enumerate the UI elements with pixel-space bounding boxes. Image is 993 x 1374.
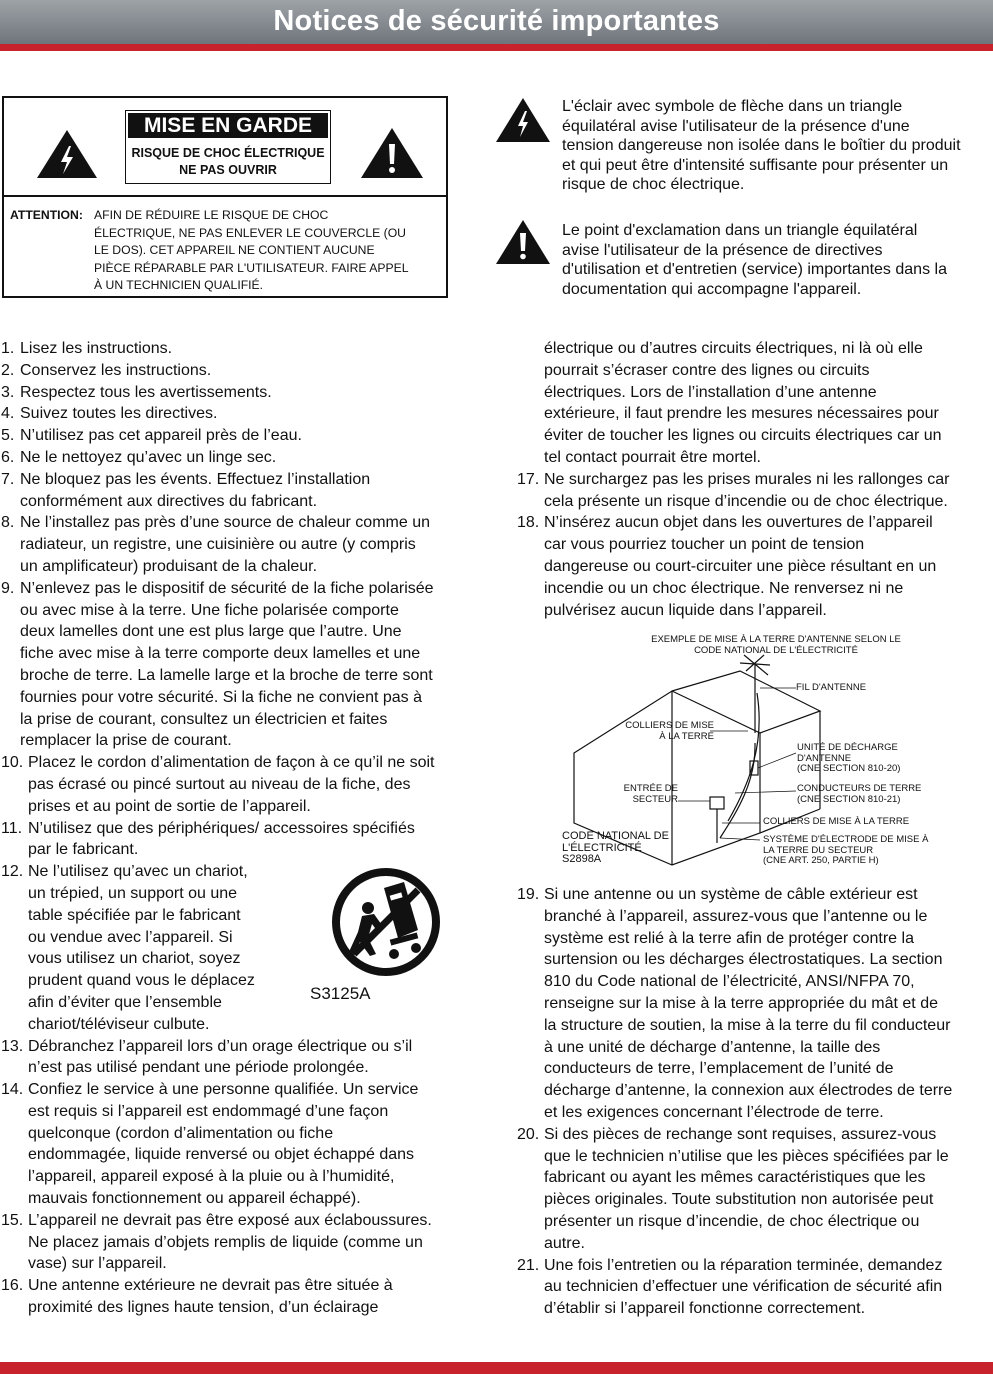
list-item-line: pulvérisez aucun liquide dans l’appareil. (544, 601, 827, 619)
list-item-number: 3. (1, 383, 15, 401)
item-16-continuation (517, 338, 993, 469)
list-item-line: Si une antenne ou un système de câble extérieur est (544, 886, 918, 903)
list-item-line: prises et au point de sortie de l’appareil. (28, 797, 311, 815)
list-item-line: broche de terre. La lamelle large et la broche de terre sont (20, 666, 433, 684)
list-item-line: incendie ou un choc électrique. Ne renversez ni ne (544, 579, 904, 597)
list-item-line: n’est pas utilisé pendant une période prolongée. (28, 1059, 369, 1077)
caution-subtitle-line: RISQUE DE CHOC ÉLECTRIQUE (131, 146, 325, 160)
list-item-number: 18. (517, 514, 540, 532)
list-item-line: pièces originales. Toute substitution non autorisée peut (544, 1191, 934, 1209)
list-item-line: par le fabricant. (28, 841, 139, 859)
list-item-number: 10. (1, 754, 24, 772)
list-item-line: N’utilisez que des périphériques/ accessoires spécifiés (28, 819, 415, 837)
attention-line: ÉLECTRIQUE, NE PAS ENLEVER LE COUVERCLE (OU (94, 225, 406, 240)
list-item-number: 19. (517, 886, 540, 903)
lightning-explanation-text (562, 97, 992, 195)
text-line: tension dangereuse non isolée dans le boîtier du produit (562, 137, 961, 155)
instructions-list-right-a (517, 469, 993, 622)
label-line: UNITÉ DE DÉCHARGE (797, 742, 898, 753)
list-item-line: prudent quand vous le déplacez (28, 972, 255, 990)
list-item (1, 578, 481, 752)
label-line: SECTEUR (632, 793, 678, 805)
list-item-line: N’enlevez pas le dispositif de sécurité de la fiche polarisée (20, 579, 434, 597)
list-item-line: pas écrasé ou pincé surtout au niveau de la fiche, des (28, 775, 411, 793)
list-item-number: 16. (1, 1277, 24, 1295)
list-item-line: Débranchez l’appareil lors d’un orage électrique ou s’il (28, 1037, 413, 1055)
list-item-line: au technicien d’effectuer une vérification de sécurité afin (544, 1278, 943, 1296)
list-item (1, 425, 481, 447)
page-header (0, 0, 993, 44)
list-item-line: Ne placez jamais d’objets remplis de liquide (comme un (28, 1233, 423, 1251)
list-item (1, 1275, 481, 1319)
list-item (1, 1036, 481, 1080)
list-item (1, 752, 481, 817)
list-item-line: surtension ou les décharges électrostatiques. La section (544, 951, 943, 969)
label-ground-conductors (797, 784, 921, 805)
label-electrode-system (763, 835, 928, 867)
cart-symbol-code: S3125A (310, 984, 371, 1003)
list-item-number: 17. (517, 470, 540, 488)
attention-line: AFIN DE RÉDUIRE LE RISQUE DE CHOC (94, 208, 329, 222)
list-item-number: 8. (1, 514, 15, 532)
header-accent-bar (0, 44, 993, 51)
list-item (517, 884, 993, 1124)
attention-label: ATTENTION: (10, 208, 83, 222)
list-item (1, 818, 481, 862)
list-item-line: système est relié à la terre afin de protéger contre la (544, 929, 914, 947)
label-electrical-code (562, 831, 669, 866)
list-item-line: Respectez tous les avertissements. (20, 383, 272, 401)
list-item-line: fournies pour votre sécurité. Si la fiche ne convient pas à (20, 688, 422, 706)
list-item-line: N’insérez aucun objet dans les ouvertures de l’appareil (544, 514, 933, 532)
list-item-number: 20. (517, 1125, 540, 1143)
lightning-warning-icon (35, 128, 99, 180)
list-item-line: un amplificateur) produisant de la chaleur. (20, 557, 318, 575)
list-item-number: 6. (1, 448, 15, 466)
label-line: CONDUCTEURS DE TERRE (797, 783, 922, 794)
list-item-line: Si des pièces de rechange sont requises, assurez-vous (544, 1125, 937, 1143)
diagram-title-line: EXEMPLE DE MISE À LA TERRE D'ANTENNE SELON LE (651, 634, 901, 645)
list-item (517, 1124, 993, 1255)
list-item-line: Une antenne extérieure ne devrait pas être située à (28, 1277, 393, 1295)
list-item-line: Ne le nettoyez qu’avec un linge sec. (20, 448, 277, 466)
caution-box (2, 96, 448, 298)
label-line: LA TERRE DU SECTEUR (763, 844, 874, 856)
footer-accent-bar (0, 1362, 993, 1374)
list-item-number: 13. (1, 1037, 24, 1055)
caution-header (4, 98, 446, 197)
list-item-line: deux lamelles dont une est plus large que l’autre. Une (20, 623, 402, 641)
label-line: S2898A (562, 853, 602, 865)
list-item-line: proximité des lignes haute tension, d’un éclairage (28, 1299, 379, 1317)
list-item-line: branché à l’appareil, assurez-vous que l’antenne ou le (544, 907, 928, 925)
list-item (1, 469, 481, 513)
cart-tip-over-warning-icon (332, 868, 440, 976)
label-line: (CNE ART. 250, PARTIE H) (763, 855, 879, 866)
label-ground-clamps-top (624, 721, 714, 742)
attention-line: À UN TECHNICIEN QUALIFIÉ. (94, 278, 264, 292)
list-item-line: vous utilisez un chariot, soyez (28, 950, 241, 968)
text-line: d'utilisation et d'entretien (service) importantes dans la (562, 261, 947, 279)
label-line: D'ANTENNE (797, 752, 852, 764)
list-item-line: fabricant ou ayant les mêmes caractéristiques que les (544, 1169, 926, 1187)
text-line: extérieure, il faut prendre les mesures nécessaires pour (544, 405, 939, 423)
attention-text (94, 207, 454, 295)
list-item-line: ou avec mise à la terre. Une fiche polarisée comporte (20, 601, 399, 619)
text-line: L'éclair avec symbole de flèche dans un triangle (562, 98, 903, 115)
list-item-line: Suivez toutes les directives. (20, 405, 218, 423)
exclamation-explanation-text (562, 221, 992, 299)
list-item (517, 469, 993, 513)
instructions-list-right (517, 338, 993, 621)
list-item-line: L’appareil ne devrait pas être exposé aux éclaboussures. (28, 1211, 432, 1229)
lightning-warning-icon (495, 97, 551, 143)
list-item-line: décharge d’antenne, la connexion aux électrodes de terre (544, 1082, 953, 1100)
diagram-title-line: CODE NATIONAL DE L'ÉLECTRICITÉ (694, 644, 858, 656)
list-item-line: radiateur, un registre, une cuisinière ou autre (y compris (20, 536, 416, 554)
list-item (1, 382, 481, 404)
list-item (517, 1255, 993, 1320)
label-line: (CNE SECTION 810-21) (797, 793, 901, 805)
list-item-line: afin d’éviter que l’ensemble (28, 993, 222, 1011)
list-item (1, 512, 481, 577)
attention-line: LE DOS). CET APPAREIL NE CONTIENT AUCUNE (94, 243, 375, 257)
list-item-line: Ne l’installez pas près d’une source de chaleur comme un (20, 514, 430, 532)
list-item-line: ou vendue avec l’appareil. Si (28, 928, 233, 946)
label-service-entrance (610, 784, 678, 805)
label-ground-clamps-bottom: COLLIERS DE MISE À LA TERRE (763, 816, 910, 827)
list-item-line: Ne l’utilisez qu’avec un chariot, (28, 863, 248, 881)
list-item-line: 810 du Code national de l’électricité, ANSI/NFPA 70, (544, 973, 915, 991)
exclamation-warning-icon (495, 219, 551, 265)
caution-subtitle-line: NE PAS OUVRIR (179, 163, 277, 177)
text-line: équilatéral avise l'utilisateur de la présence d'une (562, 117, 910, 135)
list-item-number: 15. (1, 1211, 24, 1229)
list-item-number: 2. (1, 361, 15, 379)
list-item-line: car vous pourriez toucher un point de tension (544, 536, 865, 554)
list-item (1, 338, 481, 360)
text-line: avise l'utilisateur de la présence de directives (562, 241, 883, 259)
list-item (1, 1210, 481, 1275)
list-item-line: quelconque (cordon d’alimentation ou fiche (28, 1124, 334, 1142)
list-item-number: 21. (517, 1256, 540, 1274)
diagram-title (646, 635, 906, 656)
list-item-line: la prise de courant, consultez un électricien et faites (20, 710, 388, 728)
list-item-line: autre. (544, 1234, 585, 1252)
caution-subtitle (126, 145, 330, 179)
text-line: électriques. Lors de l’installation d’une antenne (544, 383, 877, 401)
label-line: À LA TERRE (659, 730, 714, 742)
list-item-line: cela présente un risque d’incendie ou de choc électrique. (544, 492, 948, 510)
text-line: documentation qui accompagne l'appareil. (562, 280, 862, 298)
label-line: L'ÉLECTRICITÉ (562, 841, 642, 854)
list-item-line: table spécifiée par le fabricant (28, 906, 241, 924)
list-item-line: l’appareil, appareil exposé à la pluie ou à l’humidité, (28, 1168, 395, 1186)
list-item-line: remplacer la prise de courant. (20, 732, 232, 750)
attention-line: PIÈCE RÉPARABLE PAR L'UTILISATEUR. FAIRE APPEL (94, 260, 409, 275)
label-line: (CNE SECTION 810-20) (797, 763, 901, 774)
label-antenna-wire: FIL D'ANTENNE (796, 682, 867, 693)
list-item-line: Une fois l’entretien ou la réparation terminée, demandez (544, 1256, 943, 1274)
text-line: Le point d'exclamation dans un triangle équilatéral (562, 222, 918, 239)
label-discharge-unit (797, 743, 900, 775)
list-item (1, 447, 481, 469)
label-line: COLLIERS DE MISE (625, 720, 714, 731)
text-line: pourrait s’écraser contre des lignes ou circuits (544, 361, 870, 379)
list-item-line: fiche avec mise à la terre comporte deux lamelles et une (20, 645, 421, 663)
caution-label-box (125, 110, 331, 184)
list-item-line: un trépied, un support ou une (28, 884, 238, 902)
text-line: éviter de toucher les lignes ou circuits électriques car un (544, 427, 942, 445)
label-line: SYSTÈME D'ÉLECTRODE DE MISE À (763, 834, 929, 845)
list-item-line: la structure de soutien, la mise à la terre du fil conducteur (544, 1016, 951, 1034)
list-item-number: 14. (1, 1081, 24, 1099)
list-item-line: et les exigences concernant l’électrode de terre. (544, 1103, 884, 1121)
list-item-number: 1. (1, 340, 15, 357)
exclamation-warning-icon (359, 126, 425, 180)
list-item-line: Confiez le service à une personne qualifiée. Un service (28, 1081, 419, 1099)
list-item-line: à une unité de décharge d’antenne, la taille des (544, 1038, 881, 1056)
list-item-line: mauvais fonctionnement ou appareil échappé). (28, 1190, 361, 1208)
list-item (1, 403, 481, 425)
list-item-number: 11. (1, 819, 23, 837)
antenna-grounding-diagram (560, 633, 960, 873)
list-item-line: Lisez les instructions. (20, 340, 173, 357)
text-line: et qui peut être d'intensité suffisante pour présenter un (562, 156, 949, 174)
list-item-line: conformément aux directives du fabricant. (20, 492, 318, 510)
page-title: Notices de sécurité importantes (273, 5, 720, 37)
instructions-list-right-b (517, 884, 993, 1320)
list-item-line: Conservez les instructions. (20, 361, 212, 379)
list-item-line: est requis si l’appareil est endommagé d’une façon (28, 1102, 389, 1120)
list-item-line: N’utilisez pas cet appareil près de l’eau. (20, 427, 302, 445)
list-item-number: 12. (1, 863, 24, 881)
list-item-line: Ne surchargez pas les prises murales ni les rallonges car (544, 470, 950, 488)
list-item-line: d’établir si l’appareil fonctionne correctement. (544, 1300, 866, 1318)
list-item-number: 9. (1, 579, 15, 597)
text-line: risque de choc électrique. (562, 176, 745, 194)
list-item-number: 5. (1, 427, 15, 445)
instructions-list-left (1, 338, 481, 1319)
list-item-number: 7. (1, 470, 15, 488)
list-item-line: renseigne sur la mise à la terre appropriée du mât et de (544, 994, 938, 1012)
list-item-number: 4. (1, 405, 15, 423)
list-item-line: endommagée, liquide renversé ou objet échappé dans (28, 1146, 415, 1164)
list-item-line: vase) sur l’appareil. (28, 1255, 167, 1273)
label-line: ENTRÉE DE (623, 783, 678, 794)
caution-title: MISE EN GARDE (128, 113, 328, 138)
list-item-line: conducteurs de terre, l’emplacement de l’unité de (544, 1060, 894, 1078)
list-item-line: présenter un risque d’incendie, de choc électrique ou (544, 1212, 920, 1230)
list-item-line: dangereuse ou court-circuiter une pièce résultant en un (544, 557, 937, 575)
list-item-line: Placez le cordon d’alimentation de façon à ce qu’il ne soit (28, 754, 435, 772)
list-item-line: que le technicien n’utilise que les pièces spécifiées par le (544, 1147, 949, 1165)
list-item-line: chariot/téléviseur culbute. (28, 1015, 210, 1033)
text-line: tel contact pourrait être mortel. (544, 448, 761, 466)
label-line: CODE NATIONAL DE (562, 830, 669, 842)
list-item-line: Ne bloquez pas les évents. Effectuez l’installation (20, 470, 371, 488)
list-item (1, 360, 481, 382)
text-line: électrique ou d’autres circuits électriques, ni là où elle (544, 340, 923, 357)
list-item (1, 1079, 481, 1210)
list-item (517, 512, 993, 621)
